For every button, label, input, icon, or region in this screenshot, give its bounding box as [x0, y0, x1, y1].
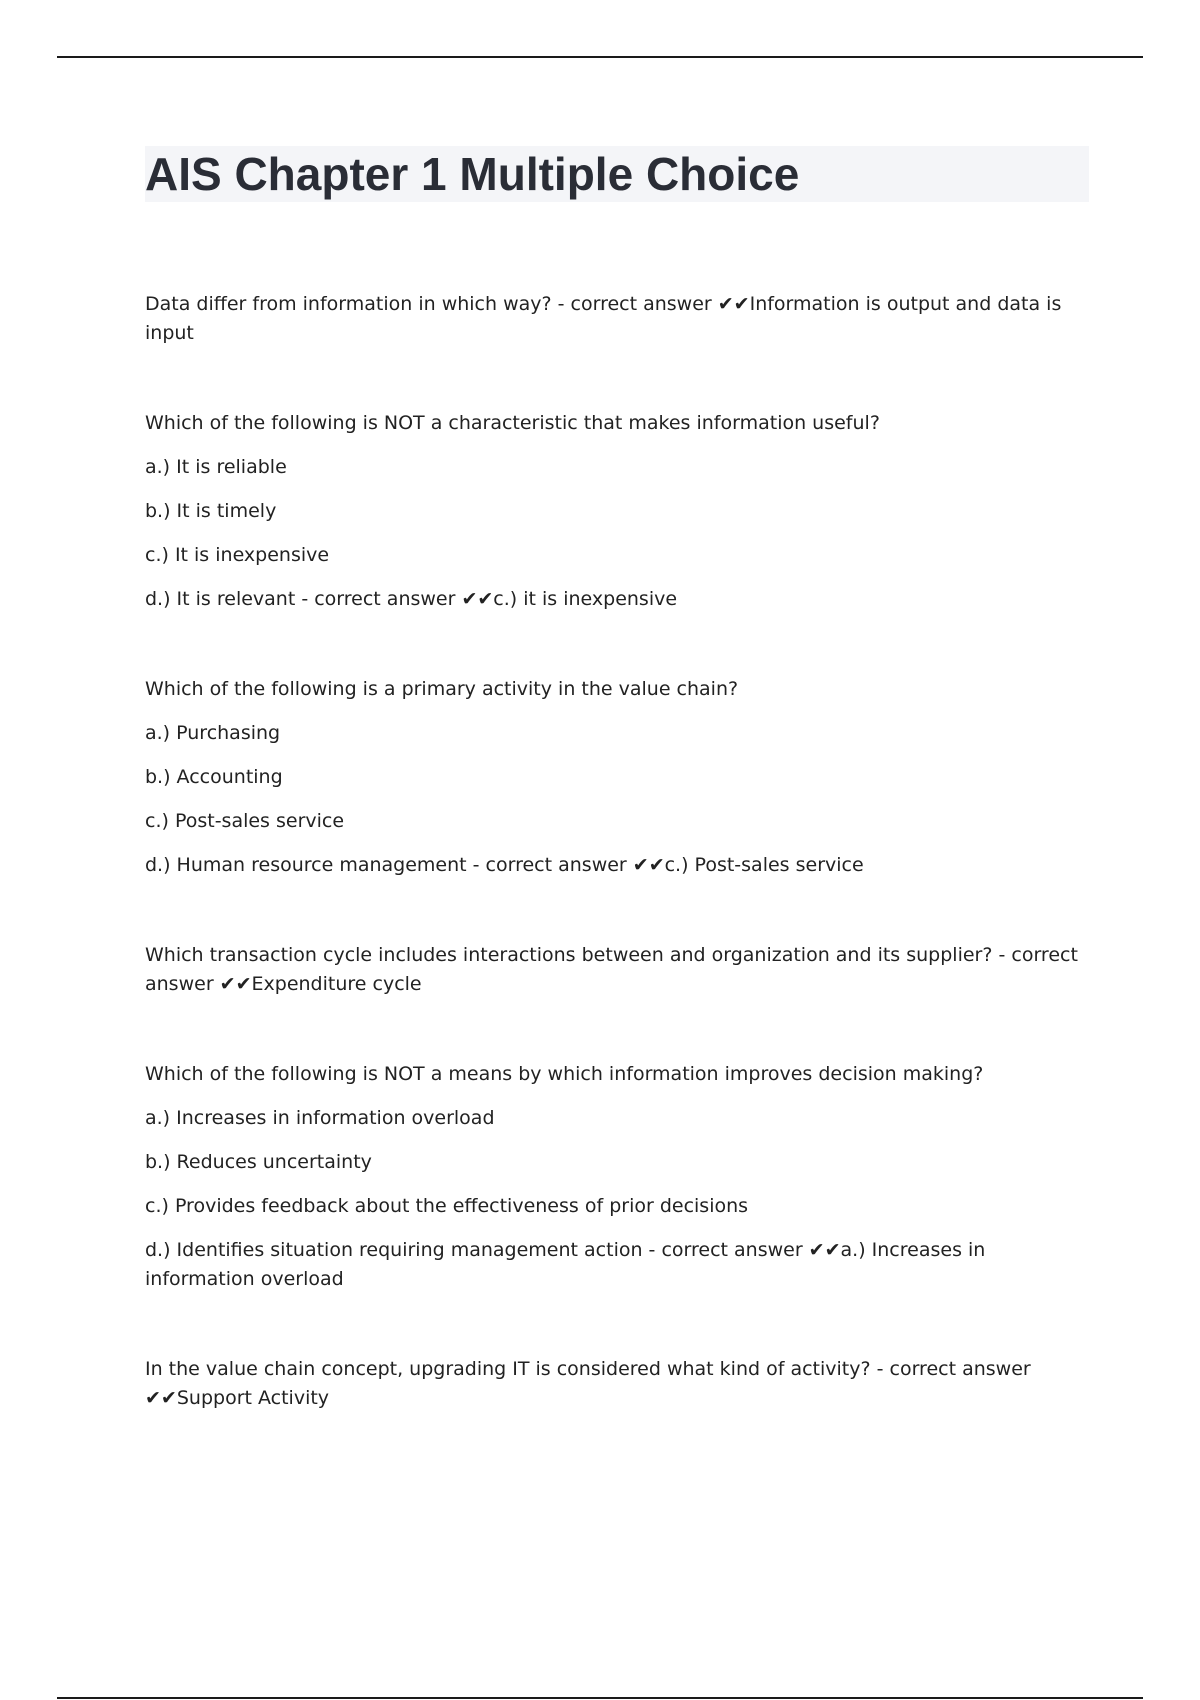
question-item — [145, 409, 1085, 614]
page-title: AIS Chapter 1 Multiple Choice — [145, 148, 800, 200]
question-item — [145, 1060, 1085, 1294]
answer-option: a.) Increases in information overload — [145, 1107, 495, 1129]
answer-option: a.) Purchasing — [145, 722, 281, 744]
question-text: Which of the following is a primary activity in the value chain? — [145, 678, 739, 700]
question-item — [145, 675, 1085, 880]
answer-option: b.) It is timely — [145, 500, 277, 522]
question-text: Which transaction cycle includes interactions between and organization and its supplier? - correct answer ✔✔Expenditure cycle — [145, 944, 1078, 995]
answer-option: d.) It is relevant - correct answer ✔✔c.) it is inexpensive — [145, 588, 678, 610]
question-text: Which of the following is NOT a characteristic that makes information useful? — [145, 412, 880, 434]
bottom-rule — [57, 1697, 1143, 1699]
question-text: Which of the following is NOT a means by which information improves decision making? — [145, 1063, 984, 1085]
question-text: Data differ from information in which way? - correct answer ✔✔Information is output and data is input — [145, 293, 1062, 344]
answer-option: b.) Reduces uncertainty — [145, 1151, 372, 1173]
question-list — [145, 290, 1085, 1474]
answer-option: c.) Post-sales service — [145, 810, 345, 832]
answer-option: d.) Identifies situation requiring management action - correct answer ✔✔a.) Increases in information overload — [145, 1239, 986, 1290]
question-text: In the value chain concept, upgrading IT is considered what kind of activity? - correct answer ✔✔Support Activity — [145, 1358, 1031, 1409]
question-item — [145, 941, 1085, 999]
answer-option: c.) It is inexpensive — [145, 544, 330, 566]
top-rule — [57, 56, 1143, 58]
answer-option: c.) Provides feedback about the effectiveness of prior decisions — [145, 1195, 749, 1217]
question-item — [145, 290, 1085, 348]
answer-option: b.) Accounting — [145, 766, 283, 788]
answer-option: d.) Human resource management - correct answer ✔✔c.) Post-sales service — [145, 854, 864, 876]
question-item — [145, 1355, 1085, 1413]
answer-option: a.) It is reliable — [145, 456, 287, 478]
